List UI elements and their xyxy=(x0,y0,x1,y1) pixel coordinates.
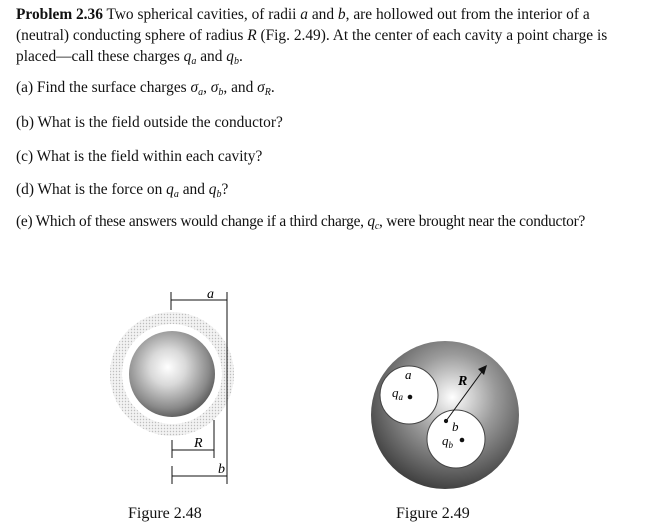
figure-2-48-caption: Figure 2.48 xyxy=(128,505,202,522)
part-a: (a) Find the surface charges $\sigma_a$, $\sigma_b$, and $\sigma_R$. xyxy=(16,79,275,98)
fig248-label-a: a xyxy=(207,287,214,302)
fig249-label-qa: $q_a$ xyxy=(392,385,403,402)
part-b: (b) What is the field outside the conductor? xyxy=(16,114,283,131)
figure-2-49 xyxy=(365,335,525,495)
fig249-label-a: a xyxy=(405,367,412,382)
fig249-label-R: R xyxy=(458,374,468,389)
fig249-label-b: b xyxy=(452,419,459,434)
inner-sphere xyxy=(129,331,215,417)
figure-2-48 xyxy=(100,280,270,500)
fig248-label-R: R xyxy=(194,436,203,451)
part-e: (e) Which of these answers would change if a third charge, $q_c$, were brought near the conductor? xyxy=(16,213,586,232)
charge-qa xyxy=(408,395,413,400)
problem-statement: Problem 2.36 Two spherical cavities, of radii a and b, are hollowed out from the interior of a (neutral) conducting sphere of radius R (Fig. 2.49). At the center of each cavity a point charge is placed—call these charges $q_a$ and $q_b$. xyxy=(16,6,608,67)
fig249-label-qb: $q_b$ xyxy=(442,433,453,450)
problem-label: Problem 2.36 xyxy=(16,6,103,23)
part-c: (c) What is the field within each cavity? xyxy=(16,148,263,165)
part-d: (d) What is the force on $q_a$ and $q_b$? xyxy=(16,181,229,200)
charge-qb xyxy=(460,438,465,443)
fig248-label-b: b xyxy=(218,462,225,477)
figure-2-49-caption: Figure 2.49 xyxy=(396,505,470,522)
